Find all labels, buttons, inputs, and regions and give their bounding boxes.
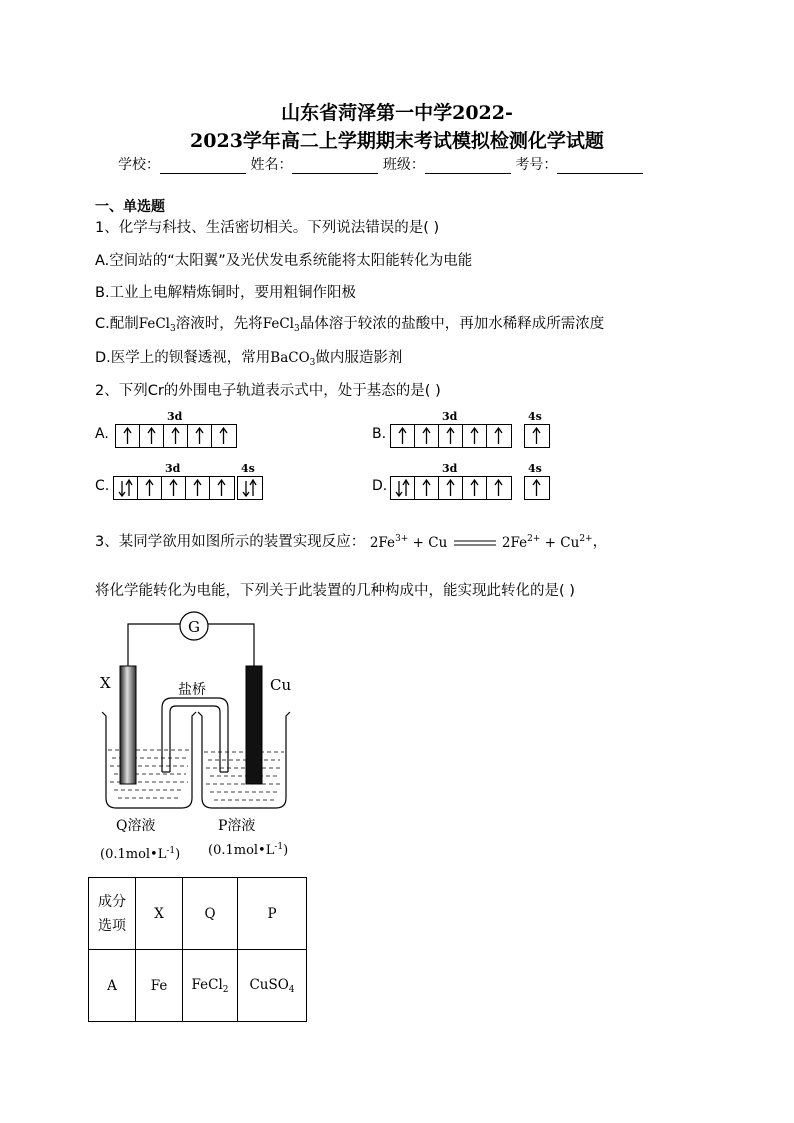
up-arrow-icon xyxy=(439,477,463,499)
right-solution-label: P溶液 xyxy=(218,818,256,834)
electrode-x-label: X xyxy=(100,674,111,692)
up-arrow-icon xyxy=(186,477,210,499)
exam-number-field[interactable] xyxy=(557,158,643,174)
up-arrow-icon xyxy=(463,425,487,447)
school-field[interactable] xyxy=(160,158,246,174)
shell-label-3d: 3d xyxy=(167,410,183,423)
title-line-1: 山东省菏泽第一中学2022- xyxy=(281,102,513,124)
galvanic-cell-diagram xyxy=(90,608,310,868)
electrode-x xyxy=(120,666,136,784)
q3-line-2: 将化学能转化为电能，下列关于此装置的几种构成中，能实现此转化的是( ) xyxy=(95,583,575,599)
section-heading: 一、单选题 xyxy=(95,199,165,215)
exam-number-label: 考号： xyxy=(515,157,558,173)
up-arrow-icon xyxy=(116,425,140,447)
student-info-row xyxy=(118,154,643,174)
q2-option-label: B. xyxy=(372,426,387,442)
paired-arrows-icon xyxy=(391,477,415,499)
table-header-x: X xyxy=(136,878,183,950)
class-field[interactable] xyxy=(425,158,511,174)
orbital-4s-box xyxy=(524,424,550,448)
name-label: 姓名： xyxy=(250,157,293,173)
q2-option-label: C. xyxy=(95,478,110,494)
shell-label-3d: 3d xyxy=(165,462,181,475)
orbital-3d-boxes xyxy=(113,476,235,500)
q1-stem: 1、化学与科技、生活密切相关。下列说法错误的是( ) xyxy=(95,220,440,236)
up-arrow-icon xyxy=(415,425,439,447)
q2-stem: 2、下列Cr的外围电子轨道表示式中，处于基态的是( ) xyxy=(95,383,441,399)
reaction-equation: $2Fe^{3+} + Cu$ $2Fe^{2+} + Cu^{2+}$ xyxy=(369,533,593,551)
galvanometer-label: G xyxy=(188,618,200,636)
equals-arrow xyxy=(452,538,498,548)
orbital-3d-boxes xyxy=(115,424,237,448)
up-arrow-icon xyxy=(487,425,511,447)
title-line-2: 2023学年高二上学期期末考试模拟检测化学试题 xyxy=(190,130,604,152)
shell-label-4s: 4s xyxy=(528,410,542,423)
paired-arrows-icon xyxy=(114,477,138,499)
q2-option-label: D. xyxy=(372,478,388,494)
electrode-cu-label: Cu xyxy=(270,676,292,694)
orbital-4s-box xyxy=(237,476,263,500)
left-beaker xyxy=(102,712,196,808)
up-arrow-icon xyxy=(525,477,549,499)
table-cell-x: Fe xyxy=(136,950,183,1022)
shell-label-4s: 4s xyxy=(241,462,255,475)
q2-option-label: A. xyxy=(95,426,109,442)
formula-fecl3: FeCl$_3$ xyxy=(138,316,176,334)
paired-arrows-icon xyxy=(238,477,262,499)
q3-options-table xyxy=(88,877,307,1022)
salt-bridge-outer xyxy=(162,698,228,772)
up-arrow-icon xyxy=(210,477,234,499)
up-arrow-icon xyxy=(525,425,549,447)
formula-baco3: BaCO$_3$ xyxy=(270,350,316,368)
left-concentration: $(0.1mol•L^{-1})$ xyxy=(100,846,181,862)
shell-label-3d: 3d xyxy=(442,462,458,475)
up-arrow-icon xyxy=(164,425,188,447)
class-label: 班级： xyxy=(382,157,425,173)
q3-stem: 3、某同学欲用如图所示的装置实现反应： $2Fe^{3+} + Cu$ $2Fe^{2+} + Cu^{2+}$， xyxy=(95,533,608,551)
salt-bridge-label: 盐桥 xyxy=(178,682,206,698)
table-header-p: P xyxy=(238,878,307,950)
orbital-4s-box xyxy=(524,476,550,500)
right-solution-liquid xyxy=(204,752,284,800)
up-arrow-icon xyxy=(463,477,487,499)
up-arrow-icon xyxy=(140,425,164,447)
table-row-label-a: A xyxy=(89,950,136,1022)
up-arrow-icon xyxy=(188,425,212,447)
school-label: 学校： xyxy=(118,157,160,173)
q1-option-d: D.医学上的钡餐透视，常用BaCO$_3$做内服造影剂 xyxy=(95,350,403,368)
right-concentration: $(0.1mol•L^{-1})$ xyxy=(208,842,289,858)
up-arrow-icon xyxy=(391,425,415,447)
up-arrow-icon xyxy=(212,425,236,447)
orbital-3d-boxes xyxy=(390,476,512,500)
electrode-cu xyxy=(246,666,262,784)
left-solution-label: Q溶液 xyxy=(116,818,156,834)
up-arrow-icon xyxy=(138,477,162,499)
q1-option-a: A.空间站的“太阳翼”及光伏发电系统能将太阳能转化为电能 xyxy=(95,253,473,269)
up-arrow-icon xyxy=(415,477,439,499)
name-field[interactable] xyxy=(292,158,378,174)
up-arrow-icon xyxy=(487,477,511,499)
table-cell-q: FeCl$_2$ xyxy=(183,950,238,1022)
shell-label-3d: 3d xyxy=(442,410,458,423)
q1-option-b: B.工业上电解精炼铜时，要用粗铜作阳极 xyxy=(95,285,357,301)
formula-fecl3: FeCl$_3$ xyxy=(262,316,300,334)
table-corner-cell: 成分 选项 xyxy=(89,878,136,950)
wire-right xyxy=(208,624,254,668)
wire-left xyxy=(128,624,180,668)
table-cell-p: CuSO$_4$ xyxy=(238,950,307,1022)
up-arrow-icon xyxy=(439,425,463,447)
q1-option-c: C.配制FeCl$_3$溶液时，先将FeCl$_3$晶体溶于较浓的盐酸中，再加水稀释成所需浓度 xyxy=(95,316,605,334)
orbital-3d-boxes xyxy=(390,424,512,448)
shell-label-4s: 4s xyxy=(528,462,542,475)
up-arrow-icon xyxy=(162,477,186,499)
table-header-q: Q xyxy=(183,878,238,950)
salt-bridge-inner xyxy=(170,706,220,772)
